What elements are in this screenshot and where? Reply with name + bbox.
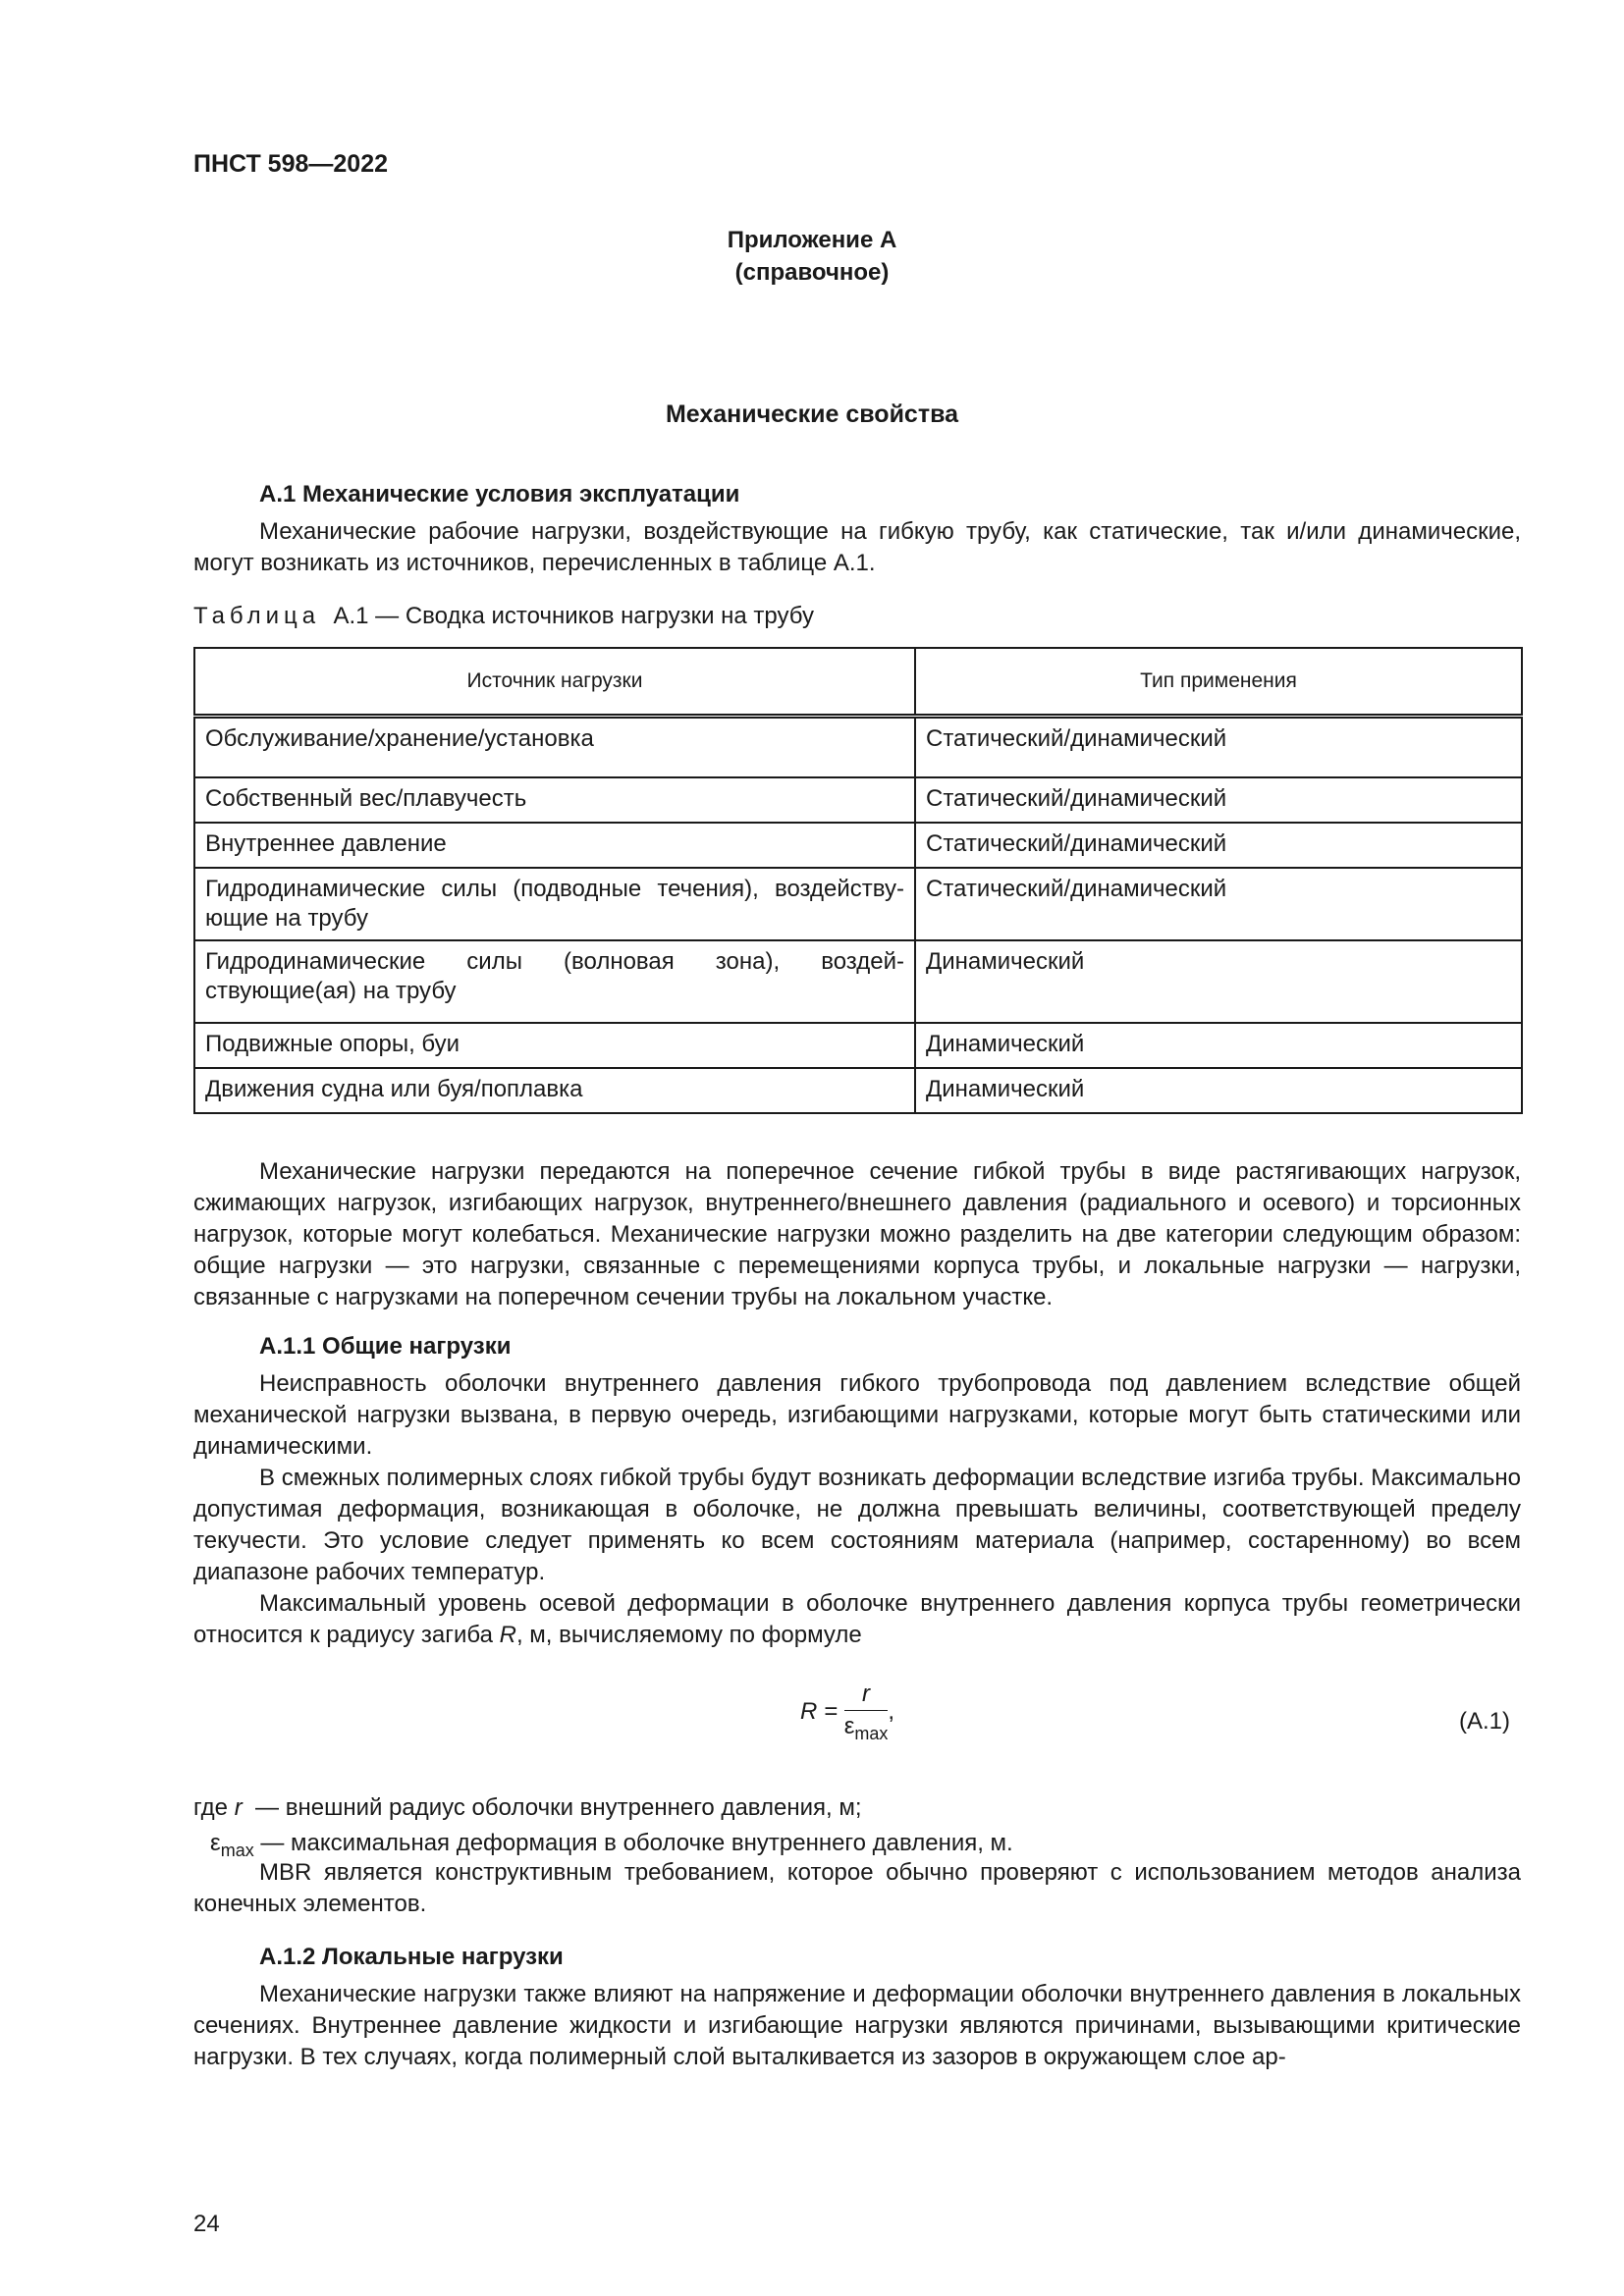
appendix-title: Приложение А	[727, 227, 897, 253]
table-cell: Статический/динамический	[915, 717, 1522, 777]
column-header-source: Источник нагрузки	[194, 648, 915, 717]
formula-numerator: r	[844, 1681, 889, 1711]
table-cell: Гидродинамические силы (волновая зона), воздей-ствующие(ая) на трубу	[194, 940, 915, 1023]
paragraph-a1	[193, 516, 1521, 579]
table-header-row	[194, 648, 1522, 717]
where-line-emax: $\varepsilon_{max}$ — максимальная деформация в оболочке внутреннего давления, м.	[210, 1830, 1013, 1860]
table-cell: Статический/динамический	[915, 777, 1522, 823]
table-row	[194, 868, 1522, 940]
paragraph-loads	[193, 1156, 1521, 1313]
table-cell: Статический/динамический	[915, 823, 1522, 868]
formula-lhs: R =	[800, 1697, 839, 1725]
formula-denominator: $\varepsilon_{max}$	[843, 1713, 889, 1743]
appendix-type: (справочное)	[734, 259, 890, 286]
paragraph-mbr	[193, 1857, 1521, 1920]
column-header-type: Тип применения	[915, 648, 1522, 717]
formula-fraction	[844, 1681, 889, 1744]
heading-a12: А.1.2 Локальные нагрузки	[259, 1944, 564, 1970]
paragraph-a12	[193, 1979, 1521, 2073]
table-cell: Динамический	[915, 940, 1522, 1023]
table-cell: Собственный вес/плавучесть	[194, 777, 915, 823]
table-cell: Подвижные опоры, буи	[194, 1023, 915, 1068]
table-caption-text: А.1 — Сводка источников нагрузки на трубу	[333, 603, 814, 629]
paragraph-text: Механические рабочие нагрузки, воздействующие на гибкую трубу, как статические, так и/или динамические, могут возникать из источников, перечисленных в таблице А.1.	[193, 518, 1521, 576]
table-cell: Движения судна или буя/поплавка	[194, 1068, 915, 1113]
where-line-r: где r — внешний радиус оболочки внутреннего давления, м;	[193, 1794, 862, 1821]
table-cell: Динамический	[915, 1023, 1522, 1068]
table-cell: Внутреннее давление	[194, 823, 915, 868]
load-sources-table	[193, 647, 1523, 1114]
paragraph-text: Механические нагрузки передаются на поперечное сечение гибкой трубы в виде растягивающих нагрузок, сжимающих нагрузок, изгибающих нагрузок, внутреннего/внешнего давления (радиального и осевого) и торсионных нагрузок, которые могут колебаться. Механические нагрузки можно разделить на две категории следующим образом: общие нагрузки — это нагрузки, связанные с перемещениями корпуса трубы, и локальные нагрузки — нагрузки, связанные с нагрузками на поперечном сечении трубы на локальном участке.	[193, 1158, 1521, 1310]
formula-a1	[800, 1681, 894, 1744]
page-number: 24	[193, 2211, 220, 2237]
table-cell: Статический/динамический	[915, 868, 1522, 940]
table-cell: Динамический	[915, 1068, 1522, 1113]
document-code: ПНСТ 598—2022	[193, 150, 388, 178]
variable-r: R	[499, 1622, 516, 1648]
paragraph-text: MBR является конструктивным требованием, которое обычно проверяют с использованием методов анализа конечных элементов.	[193, 1859, 1521, 1917]
table-caption-label: Таблица	[193, 603, 321, 629]
paragraph-text: Неисправность оболочки внутреннего давления гибкого трубопровода под давлением вследствие общей механической нагрузки вызвана, в первую очередь, изгибающими нагрузками, которые могут быть статическими или динамическими.	[193, 1370, 1521, 1460]
table-caption	[193, 603, 814, 630]
paragraph-text: Механические нагрузки также влияют на напряжение и деформации оболочки внутреннего давления в локальных сечениях. Внутреннее давление жидкости и изгибающие нагрузки являются причинами, вызывающими критические нагрузки. В тех случаях, когда полимерный слой выталкивается из зазоров в окружающем слое ар-	[193, 1981, 1521, 2070]
table-row	[194, 823, 1522, 868]
section-title: Механические свойства	[665, 400, 959, 428]
formula-tail: ,	[888, 1697, 895, 1725]
paragraph-text: Максимальный уровень осевой деформации в оболочке внутреннего давления корпуса трубы геометрически относится к радиусу загиба R, м, вычисляемому по формуле	[193, 1590, 1521, 1648]
table-cell: Гидродинамические силы (подводные течения), воздейству-ющие на трубу	[194, 868, 915, 940]
table-row	[194, 1068, 1522, 1113]
equation-number: (А.1)	[1459, 1708, 1511, 1735]
table-row	[194, 777, 1522, 823]
paragraph-text: В смежных полимерных слоях гибкой трубы будут возникать деформации вследствие изгиба трубы. Максимально допустимая деформация, возникающая в оболочке, не должна превышать величины, соответствующей пределу текучести. Это условие следует применять ко всем состояниям материала (например, состаренному) во всем диапазоне рабочих температур.	[193, 1465, 1521, 1585]
heading-a1: А.1 Механические условия эксплуатации	[259, 481, 740, 507]
paragraph-a11	[193, 1368, 1521, 1651]
table-row	[194, 940, 1522, 1023]
heading-a11: А.1.1 Общие нагрузки	[259, 1333, 512, 1360]
table-cell: Обслуживание/хранение/установка	[194, 717, 915, 777]
table-row	[194, 1023, 1522, 1068]
table-row	[194, 717, 1522, 777]
